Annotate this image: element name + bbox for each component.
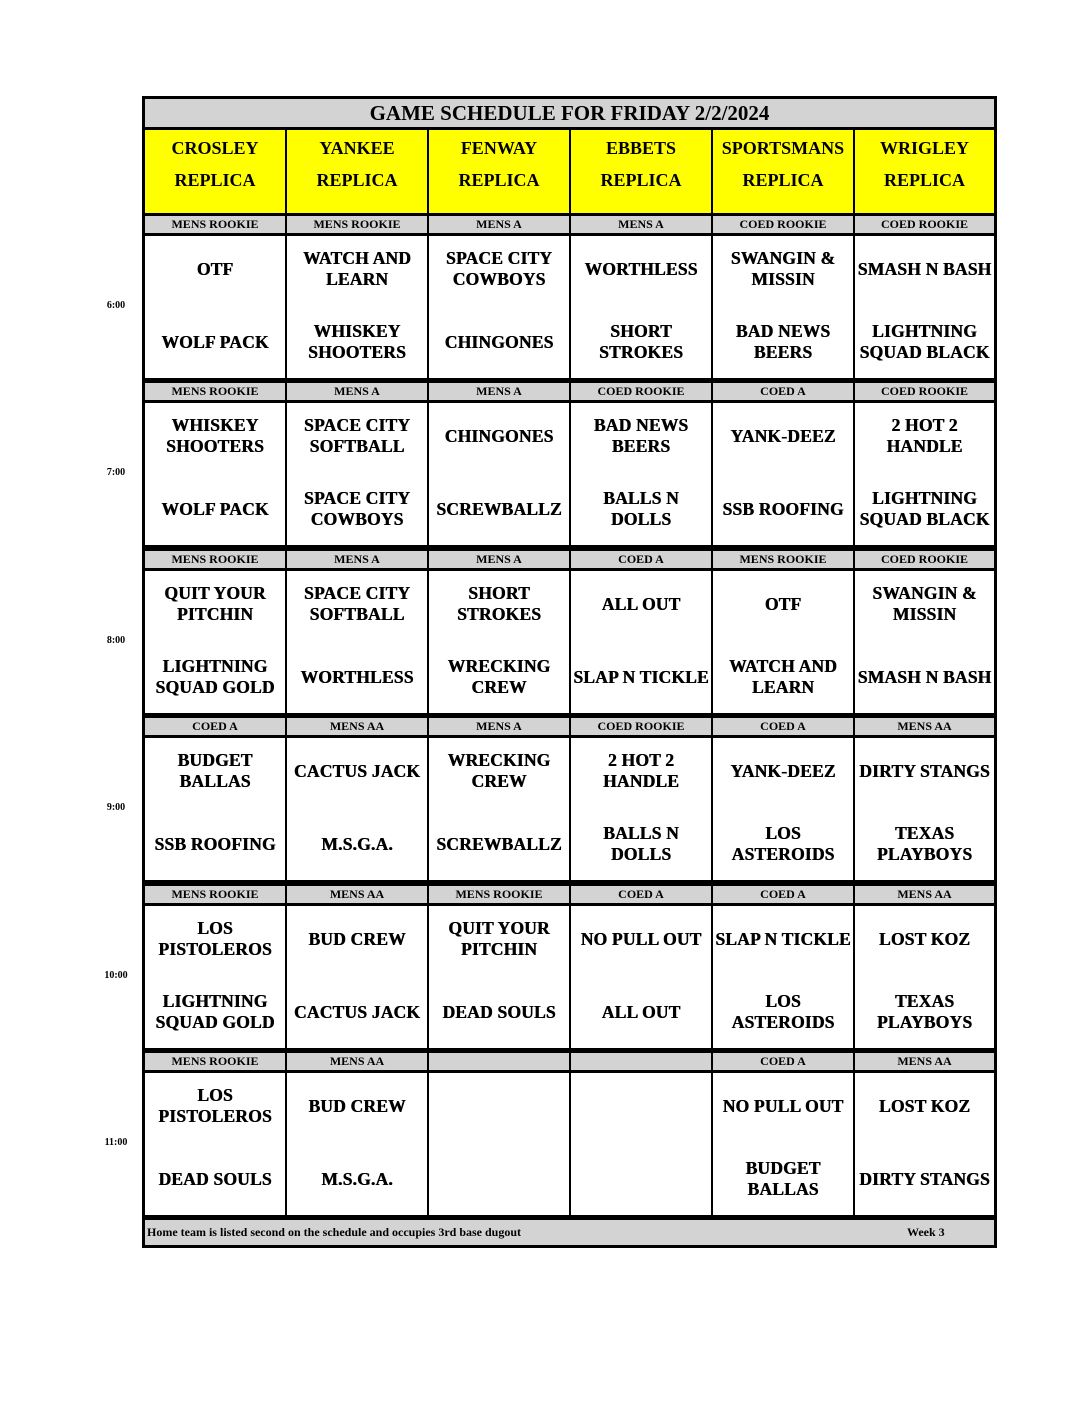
- game-cell: [145, 738, 285, 880]
- division-label: MENS ROOKIE: [145, 551, 285, 568]
- away-team: [571, 1084, 711, 1128]
- game-cell: [145, 1073, 285, 1215]
- away-team: SHORT STROKES: [456, 583, 542, 624]
- field-sub: REPLICA: [883, 170, 965, 190]
- division-label: MENS ROOKIE: [145, 1053, 285, 1070]
- game-cell: [287, 738, 427, 880]
- home-team: SLAP N TICKLE: [573, 666, 709, 687]
- away-team: CACTUS JACK: [293, 760, 421, 781]
- away-team: SPACE CITY SOFTBALL: [303, 583, 411, 624]
- away-team: QUIT YOUR PITCHIN: [448, 918, 550, 959]
- game-cell: [145, 571, 285, 713]
- game-cell: [145, 236, 285, 378]
- field-name: YANKEE: [319, 138, 395, 158]
- game-cell: [855, 738, 994, 880]
- away-team: SMASH N BASH: [857, 258, 992, 279]
- game-cell: [713, 236, 853, 378]
- division-label: MENS A: [429, 551, 569, 568]
- home-team: TEXAS PLAYBOYS: [876, 991, 973, 1032]
- division-label: MENS A: [571, 216, 711, 233]
- away-team: NO PULL OUT: [722, 1095, 844, 1116]
- game-cell: [571, 236, 711, 378]
- home-team: LOS ASTEROIDS: [731, 823, 835, 864]
- home-team: BUDGET BALLAS: [745, 1158, 821, 1199]
- away-team: WRECKING CREW: [447, 750, 551, 791]
- field-name: CROSLEY: [171, 138, 259, 158]
- division-label: MENS AA: [855, 1053, 994, 1070]
- away-team: SPACE CITY SOFTBALL: [303, 415, 411, 456]
- field-header: [429, 130, 569, 213]
- away-team: LOST KOZ: [878, 1095, 971, 1116]
- division-label: COED ROOKIE: [713, 216, 853, 233]
- home-team: WOLF PACK: [161, 498, 269, 519]
- away-team: LOS PISTOLEROS: [158, 918, 272, 959]
- home-team: SMASH N BASH: [857, 666, 992, 687]
- footer-bar: [145, 1220, 994, 1245]
- division-label: MENS A: [429, 216, 569, 233]
- home-team: DEAD SOULS: [158, 1168, 272, 1189]
- game-cell: [855, 571, 994, 713]
- division-label: MENS AA: [855, 886, 994, 903]
- home-team: WATCH AND LEARN: [729, 656, 837, 697]
- division-label: COED A: [713, 383, 853, 400]
- home-team: LIGHTNING SQUAD GOLD: [155, 656, 275, 697]
- division-label: MENS ROOKIE: [287, 216, 427, 233]
- division-label: MENS A: [287, 383, 427, 400]
- game-cell: [429, 236, 569, 378]
- home-team: TEXAS PLAYBOYS: [876, 823, 973, 864]
- division-label: COED A: [571, 551, 711, 568]
- game-cell: [287, 571, 427, 713]
- division-label: [429, 1053, 569, 1070]
- game-cell: [429, 571, 569, 713]
- home-team: BAD NEWS BEERS: [735, 321, 831, 362]
- field-header: [287, 130, 427, 213]
- home-team: DEAD SOULS: [442, 1001, 556, 1022]
- home-team: BALLS N DOLLS: [603, 823, 679, 864]
- division-label: MENS A: [287, 551, 427, 568]
- division-label: MENS A: [429, 383, 569, 400]
- away-team: WHISKEY SHOOTERS: [166, 415, 264, 456]
- division-label: COED A: [145, 718, 285, 735]
- game-cell: [571, 738, 711, 880]
- game-cell: [855, 906, 994, 1048]
- game-cell: [855, 236, 994, 378]
- division-label: MENS ROOKIE: [145, 383, 285, 400]
- away-team: YANK-DEEZ: [730, 760, 836, 781]
- game-cell: [429, 738, 569, 880]
- home-team: LOS ASTEROIDS: [731, 991, 835, 1032]
- field-sub: REPLICA: [458, 170, 540, 190]
- away-team: SLAP N TICKLE: [715, 928, 851, 949]
- division-label: MENS ROOKIE: [145, 886, 285, 903]
- away-team: BUD CREW: [308, 1095, 406, 1116]
- home-team: SSB ROOFING: [154, 833, 276, 854]
- time-label: 10:00: [104, 970, 128, 981]
- away-team: 2 HOT 2 HANDLE: [602, 750, 680, 791]
- footer-note: Home team is listed second on the schedule and occupies 3rd base dugout: [147, 1225, 522, 1239]
- home-team: DIRTY STANGS: [859, 1168, 990, 1189]
- game-cell: [429, 1073, 569, 1215]
- field-header: [713, 130, 853, 213]
- division-label: COED A: [713, 718, 853, 735]
- away-team: WATCH AND LEARN: [303, 248, 411, 289]
- week-label: Week 3: [907, 1225, 945, 1239]
- division-label: MENS ROOKIE: [713, 551, 853, 568]
- time-label: 11:00: [104, 1137, 128, 1148]
- home-team: WORTHLESS: [300, 666, 414, 687]
- away-team: CHINGONES: [444, 425, 554, 446]
- home-team: SCREWBALLZ: [436, 833, 562, 854]
- game-cell: [571, 403, 711, 545]
- home-team: CHINGONES: [444, 331, 554, 352]
- field-name: EBBETS: [605, 138, 677, 158]
- game-cell: [855, 1073, 994, 1215]
- division-label: COED ROOKIE: [855, 551, 994, 568]
- away-team: BUD CREW: [308, 928, 406, 949]
- field-sub: REPLICA: [174, 170, 256, 190]
- game-cell: [571, 906, 711, 1048]
- home-team: SCREWBALLZ: [436, 498, 562, 519]
- home-team: SPACE CITY COWBOYS: [303, 488, 411, 529]
- game-cell: [287, 906, 427, 1048]
- away-team: LOST KOZ: [878, 928, 971, 949]
- division-label: MENS A: [429, 718, 569, 735]
- home-team: LIGHTNING SQUAD GOLD: [155, 991, 275, 1032]
- field-header: [855, 130, 994, 213]
- division-label: COED ROOKIE: [855, 383, 994, 400]
- home-team: M.S.G.A.: [321, 1168, 393, 1189]
- division-label: [571, 1053, 711, 1070]
- division-label: COED ROOKIE: [571, 383, 711, 400]
- away-team: OTF: [764, 593, 802, 614]
- home-team: LIGHTNING SQUAD BLACK: [859, 488, 990, 529]
- division-label: COED A: [713, 1053, 853, 1070]
- home-team: [571, 1157, 711, 1201]
- away-team: 2 HOT 2 HANDLE: [886, 415, 963, 456]
- division-label: MENS ROOKIE: [429, 886, 569, 903]
- home-team: LIGHTNING SQUAD BLACK: [859, 321, 990, 362]
- home-team: ALL OUT: [601, 1001, 681, 1022]
- game-cell: [145, 906, 285, 1048]
- game-cell: [713, 571, 853, 713]
- division-label: MENS AA: [287, 718, 427, 735]
- home-team: WHISKEY SHOOTERS: [308, 321, 406, 362]
- field-sub: REPLICA: [316, 170, 398, 190]
- away-team: ALL OUT: [601, 593, 681, 614]
- home-team: SHORT STROKES: [598, 321, 684, 362]
- time-label: 6:00: [106, 300, 126, 311]
- game-cell: [713, 1073, 853, 1215]
- game-cell: [571, 1073, 711, 1215]
- division-label: MENS ROOKIE: [145, 216, 285, 233]
- game-cell: [713, 403, 853, 545]
- schedule-title: GAME SCHEDULE FOR FRIDAY 2/2/2024: [145, 99, 994, 127]
- home-team: WOLF PACK: [161, 331, 269, 352]
- game-cell: [287, 1073, 427, 1215]
- field-name: FENWAY: [460, 138, 538, 158]
- field-name: WRIGLEY: [879, 138, 969, 158]
- time-label: 9:00: [106, 802, 126, 813]
- away-team: SWANGIN & MISSIN: [730, 248, 836, 289]
- game-cell: [713, 906, 853, 1048]
- field-sub: REPLICA: [742, 170, 824, 190]
- away-team: WORTHLESS: [584, 258, 698, 279]
- away-team: NO PULL OUT: [580, 928, 702, 949]
- game-cell: [855, 403, 994, 545]
- schedule-table: [142, 96, 997, 1248]
- home-team: M.S.G.A.: [321, 833, 393, 854]
- home-team: WRECKING CREW: [447, 656, 551, 697]
- game-cell: [571, 571, 711, 713]
- away-team: OTF: [196, 258, 234, 279]
- away-team: QUIT YOUR PITCHIN: [164, 583, 266, 624]
- home-team: SSB ROOFING: [722, 498, 844, 519]
- away-team: SPACE CITY COWBOYS: [445, 248, 553, 289]
- away-team: SWANGIN & MISSIN: [872, 583, 977, 624]
- game-cell: [429, 403, 569, 545]
- division-label: COED ROOKIE: [571, 718, 711, 735]
- home-team: BALLS N DOLLS: [603, 488, 679, 529]
- field-sub: REPLICA: [600, 170, 682, 190]
- division-label: MENS AA: [855, 718, 994, 735]
- field-header: [145, 130, 285, 213]
- game-cell: [287, 403, 427, 545]
- division-label: COED A: [713, 886, 853, 903]
- division-label: MENS AA: [287, 886, 427, 903]
- game-cell: [429, 906, 569, 1048]
- game-cell: [145, 403, 285, 545]
- game-cell: [287, 236, 427, 378]
- away-team: [429, 1084, 569, 1128]
- division-label: COED ROOKIE: [855, 216, 994, 233]
- away-team: BUDGET BALLAS: [177, 750, 253, 791]
- division-label: MENS AA: [287, 1053, 427, 1070]
- field-header: [571, 130, 711, 213]
- game-cell: [713, 738, 853, 880]
- away-team: BAD NEWS BEERS: [593, 415, 689, 456]
- division-label: COED A: [571, 886, 711, 903]
- time-label: 7:00: [106, 467, 126, 478]
- away-team: DIRTY STANGS: [859, 760, 990, 781]
- time-label: 8:00: [106, 635, 126, 646]
- away-team: YANK-DEEZ: [730, 425, 836, 446]
- home-team: CACTUS JACK: [293, 1001, 421, 1022]
- away-team: LOS PISTOLEROS: [158, 1085, 272, 1126]
- home-team: [429, 1157, 569, 1201]
- field-name: SPORTSMANS: [721, 138, 845, 158]
